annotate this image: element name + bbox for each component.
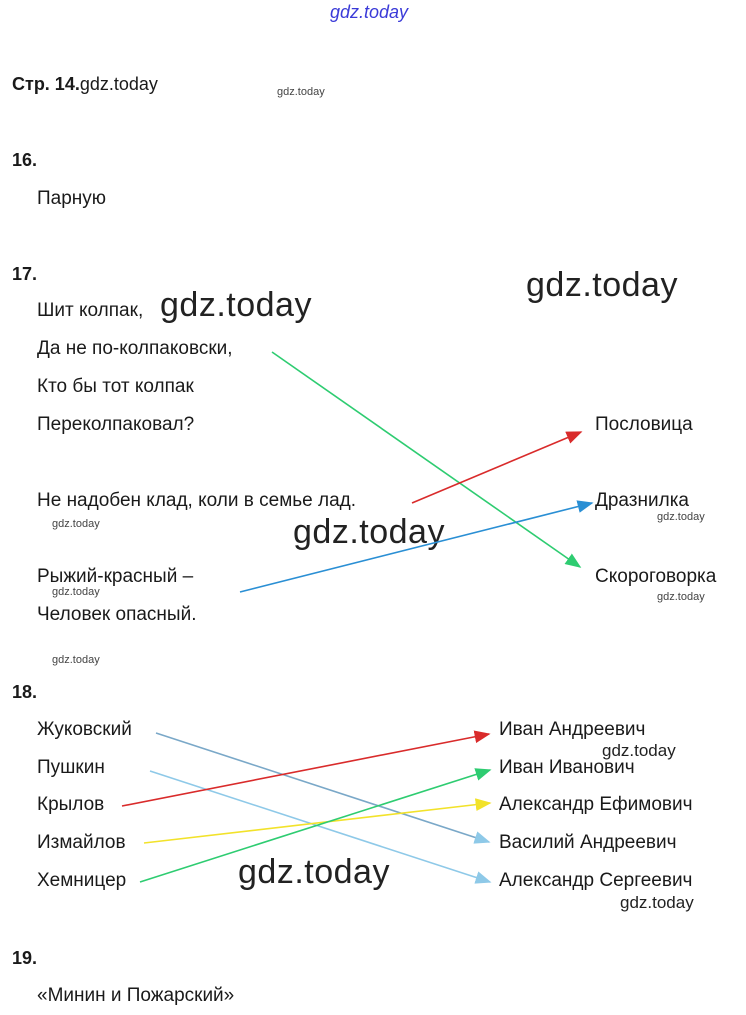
watermark-big: gdz.today — [238, 853, 390, 891]
watermark-medium: gdz.today — [602, 741, 676, 760]
link-izmailov — [144, 803, 490, 843]
left-item: Да не по-колпаковски, — [37, 338, 233, 359]
task-answer-16: Парную — [37, 188, 107, 209]
poet-first-name: Александр Сергеевич — [499, 870, 693, 891]
left-item: Кто бы тот колпак — [37, 376, 194, 397]
poet-name: Хемницер — [37, 870, 127, 891]
task-number-19: 19. — [12, 948, 38, 968]
poet-first-name: Александр Ефимович — [499, 794, 693, 815]
watermark-top: gdz.today — [330, 2, 409, 22]
poet-name: Крылов — [37, 794, 105, 815]
watermark-big: gdz.today — [160, 286, 312, 324]
page-suffix: gdz.today — [79, 74, 158, 94]
watermark-small: gdz.today — [277, 86, 325, 98]
left-item: Человек опасный. — [37, 604, 197, 625]
watermark-small: gdz.today — [657, 511, 705, 523]
task-answer-19: «Минин и Пожарский» — [37, 985, 235, 1006]
left-item: Рыжий-красный – — [37, 566, 194, 587]
watermark-small: gdz.today — [657, 591, 705, 603]
link-krylov — [122, 734, 489, 806]
page-label: Стр. 14. — [12, 74, 80, 94]
watermark-big: gdz.today — [293, 513, 445, 551]
watermark-small: gdz.today — [52, 518, 100, 530]
poet-name: Пушкин — [37, 757, 105, 778]
genre-teaser: Дразнилка — [595, 490, 689, 511]
poet-first-name: Василий Андреевич — [499, 832, 677, 853]
left-item: Переколпаковал? — [37, 414, 195, 435]
left-item: Шит колпак, — [37, 300, 144, 321]
watermark-medium: gdz.today — [620, 893, 694, 912]
link-teaser — [240, 503, 592, 592]
link-tongue-twister — [272, 352, 580, 567]
poet-first-name: Иван Иванович — [499, 757, 635, 778]
task-number-16: 16. — [12, 150, 38, 170]
poet-first-name: Иван Андреевич — [499, 719, 646, 740]
watermark-small: gdz.today — [52, 586, 100, 598]
poet-name: Измайлов — [37, 832, 126, 853]
genre-proverb: Пословица — [595, 414, 693, 435]
poet-name: Жуковский — [37, 719, 132, 740]
watermark-big: gdz.today — [526, 266, 678, 304]
watermark-small: gdz.today — [52, 654, 100, 666]
link-pushkin — [150, 771, 490, 882]
left-item: Не надобен клад, коли в семье лад. — [37, 490, 357, 511]
task-number-17: 17. — [12, 264, 38, 284]
link-zhukovsky — [156, 733, 489, 842]
genre-tongue-twister: Скороговорка — [595, 566, 717, 587]
task-number-18: 18. — [12, 682, 38, 702]
